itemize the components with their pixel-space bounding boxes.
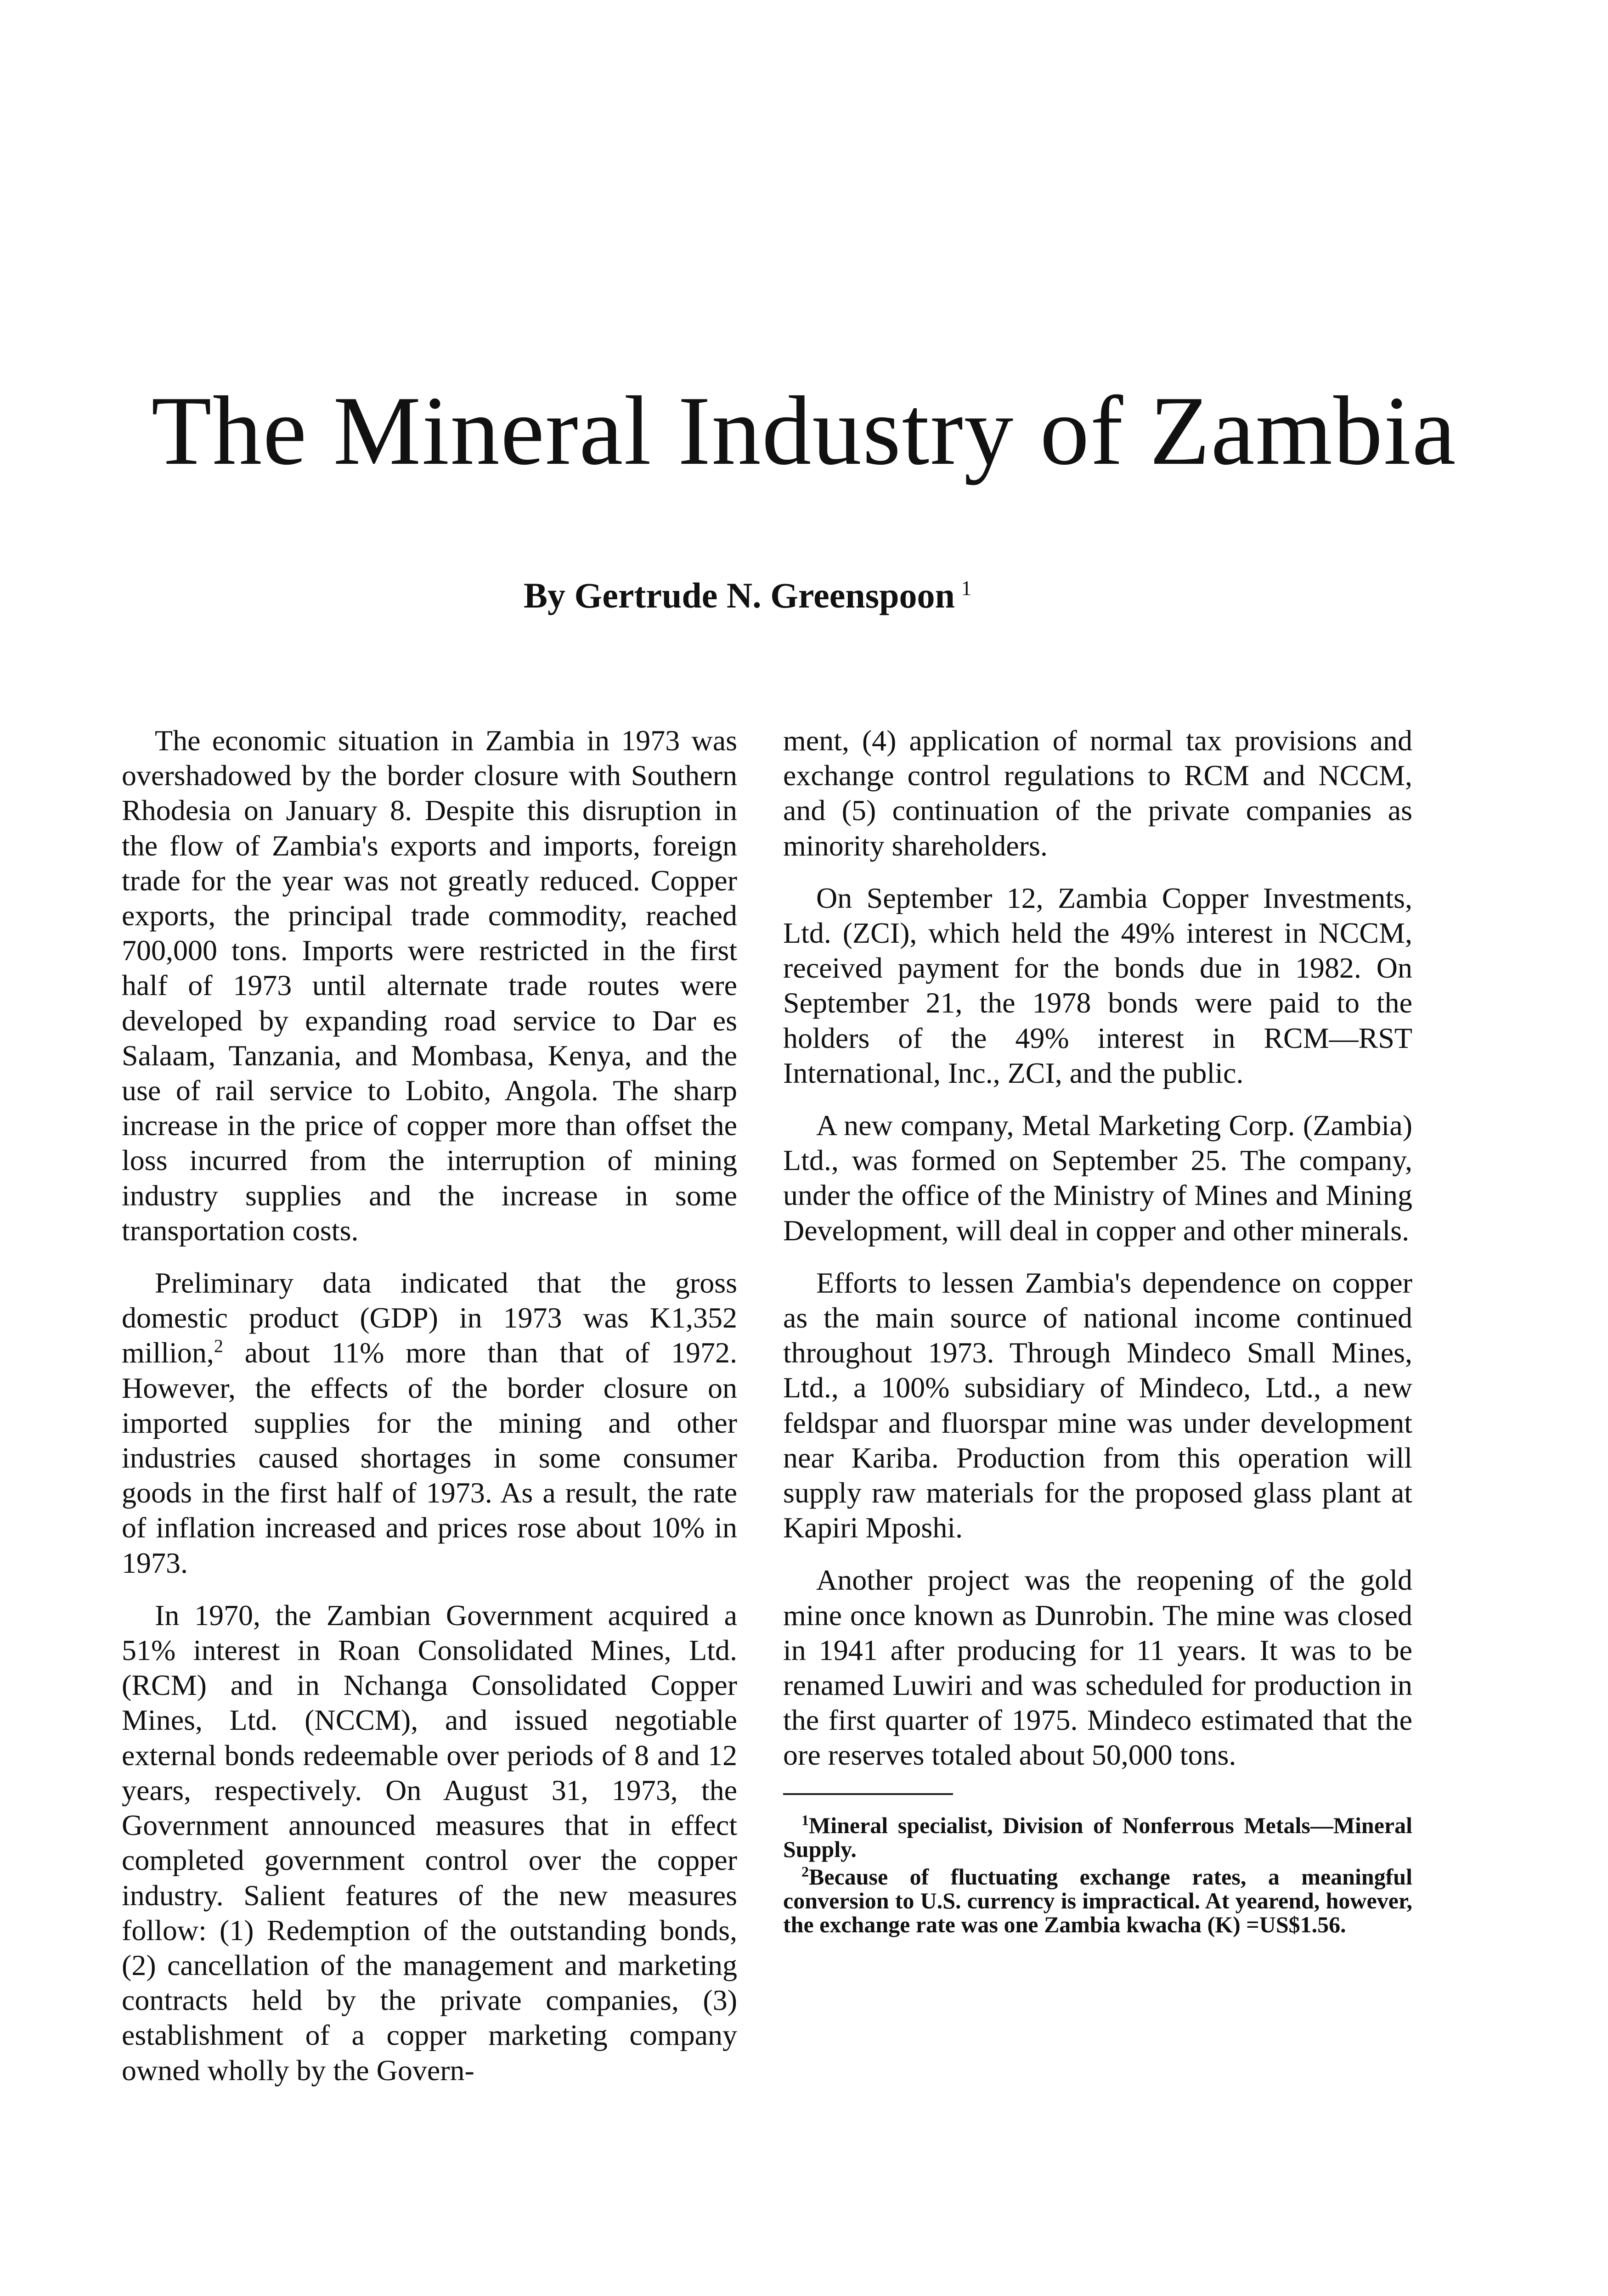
footnote-1-text: Mineral specialist, Division of Nonferrous Metals—Mineral Supply. [783,1812,1412,1862]
footnote-divider [783,1793,953,1795]
paragraph-bond-payments: On September 12, Zambia Copper Investments, Ltd. (ZCI), which held the 49% interest in NCCM, received payment for the bonds due in 1982. On September 21, the 1978 bonds were paid to the holders of the 49% interest in RCM—RST International, Inc., ZCI, and the public. [783,881,1412,1089]
footnote-2-text: Because of fluctuating exchange rates, a meaningful conversion to U.S. currency is impractical. At yearend, however, the exchange rate was one Zambia kwacha (K) =US$1.56. [783,1863,1412,1937]
footnote-2 [783,1865,1412,1936]
gdp-text-start: Preliminary data indicated that the gross domestic product (GDP) in 1973 was K1,352 million, [122,1266,737,1369]
right-column [783,723,1412,1940]
author-name: By Gertrude N. Greenspoon [524,575,955,615]
exchange-rate-footnote-marker: 2 [214,1336,223,1357]
footnote-1-marker: 1 [801,1812,809,1829]
paragraph-gold-mine: Another project was the reopening of the gold mine once known as Dunrobin. The mine was closed in 1941 after producing for 11 years. It was to be renamed Luwiri and was scheduled for production in the first quarter of 1975. Mindeco estimated that the ore reserves totaled about 50,000 tons. [783,1564,1412,1772]
author-footnote-marker: 1 [961,577,972,600]
footnotes [783,1813,1412,1936]
paragraph-metal-marketing: A new company, Metal Marketing Corp. (Zambia) Ltd., was formed on September 25. The company, under the office of the Ministry of Mines and Mining Development, will deal in copper and other minerals. [783,1109,1412,1247]
paragraph-border-closure: The economic situation in Zambia in 1973 was overshadowed by the border closure with Southern Rhodesia on January 8. Despite this disruption in the flow of Zambia's exports and imports, foreign trade for the year was not greatly reduced. Copper exports, the principal trade commodity, reached 700,000 tons. Imports were restricted in the first half of 1973 until alternate trade routes were developed by expanding road service to Dar es Salaam, Tanzania, and Mombasa, Kenya, and the use of rail service to Lobito, Angola. The sharp increase in the price of copper more than offset the loss incurred from the interruption of mining industry supplies and the increase in some transportation costs. [122,724,737,1247]
page-title: The Mineral Industry of Zambia [151,376,1457,485]
paragraph-diversification: Efforts to lessen Zambia's dependence on copper as the main source of national income continued throughout 1973. Through Mindeco Small Mines, Ltd., a 100% subsidiary of Mindeco, Ltd., a new feldspar and fluorspar mine was under development near Kariba. Production from this operation will supply raw materials for the proposed glass plant at Kapiri Mposhi. [783,1266,1412,1544]
byline [524,574,971,617]
left-column [122,723,737,2088]
footnote-2-marker: 2 [801,1863,809,1880]
footnote-1 [783,1813,1412,1861]
paragraph-government-control: In 1970, the Zambian Government acquired a 51% interest in Roan Consolidated Mines, Ltd. (RCM) and in Nchanga Consolidated Copper Mines, Ltd. (NCCM), and issued negotiable external bonds redeemable over periods of 8 and 12 years, respectively. On August 31, 1973, the Government announced measures that in effect completed government control over the copper industry. Salient features of the new measures follow: (1) Redemption of the outstanding bonds, (2) cancellation of the management and marketing contracts held by the private companies, (3) establishment of a copper marketing company owned wholly by the Govern- [122,1598,737,2087]
paragraph-measures-continued: ment, (4) application of normal tax provisions and exchange control regulations to RCM and NCCM, and (5) continuation of the private companies as minority shareholders. [783,724,1412,862]
paragraph-gdp [122,1266,737,1581]
gdp-text-end: about 11% more than that of 1972. However, the effects of the border closure on imported supplies for the mining and other industries caused shortages in some consumer goods in the first half of 1973. As a result, the rate of inflation increased and prices rose about 10% in 1973. [122,1336,737,1579]
